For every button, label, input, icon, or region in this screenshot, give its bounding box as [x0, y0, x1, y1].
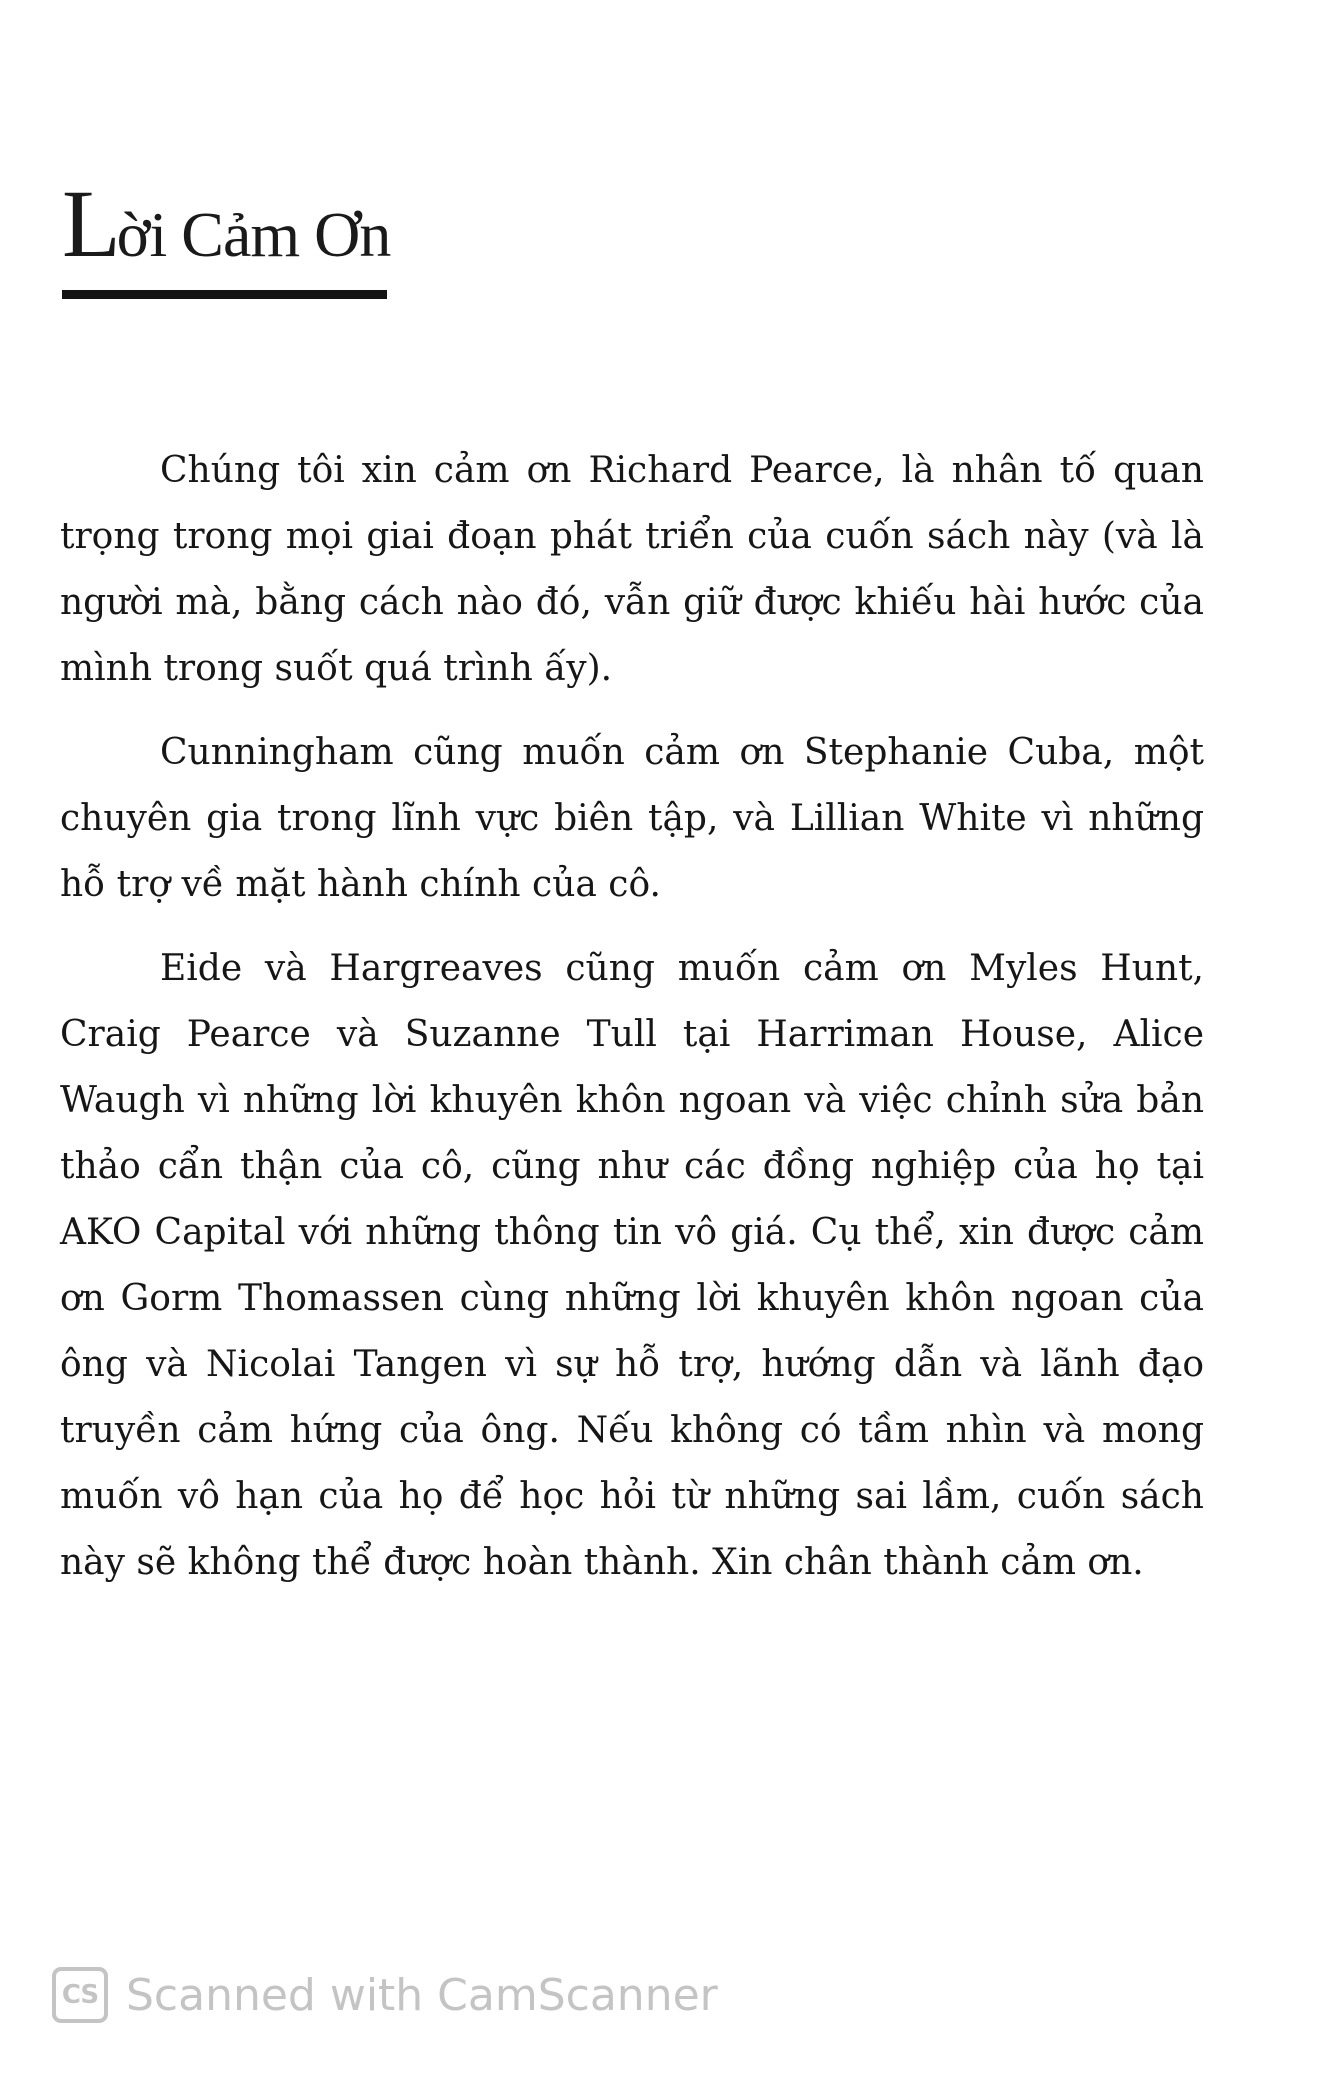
title-rest: ời Cảm Ơn — [116, 199, 391, 270]
paragraph-1: Chúng tôi xin cảm ơn Richard Pearce, là nhân tố quan trọng trong mọi giai đoạn phát triển của cuốn sách này (và là người mà, bằng cách nào đó, vẫn giữ được khiếu hài hước của mình trong suốt quá trình ấy). — [60, 450, 1204, 689]
camscanner-watermark — [52, 1964, 718, 2026]
watermark-text: Scanned with CamScanner — [126, 1969, 718, 2021]
camscanner-logo-icon: CS — [52, 1967, 108, 2023]
heading-block — [62, 170, 392, 299]
page-title — [62, 170, 392, 277]
body-text — [60, 438, 1204, 1614]
title-initial: L — [62, 170, 117, 277]
paragraph-3: Eide và Hargreaves cũng muốn cảm ơn Myles Hunt, Craig Pearce và Suzanne Tull tại Harriman House, Alice Waugh vì những lời khuyên khôn ngoan và việc chỉnh sửa bản thảo cẩn thận của cô, cũng như các đồng nghiệp của họ tại AKO Capital với những thông tin vô giá. Cụ thể, xin được cảm ơn Gorm Thomassen cùng những lời khuyên khôn ngoan của ông và Nicolai Tangen vì sự hỗ trợ, hướng dẫn và lãnh đạo truyền cảm hứng của ông. Nếu không có tầm nhìn và mong muốn vô hạn của họ để học hỏi từ những sai lầm, cuốn sách này sẽ không thể được hoàn thành. Xin chân thành cảm ơn. — [60, 948, 1204, 1583]
paragraph-2: Cunningham cũng muốn cảm ơn Stephanie Cuba, một chuyên gia trong lĩnh vực biên tập, và Lillian White vì những hỗ trợ về mặt hành chính của cô. — [60, 732, 1204, 905]
title-underline — [62, 290, 387, 299]
